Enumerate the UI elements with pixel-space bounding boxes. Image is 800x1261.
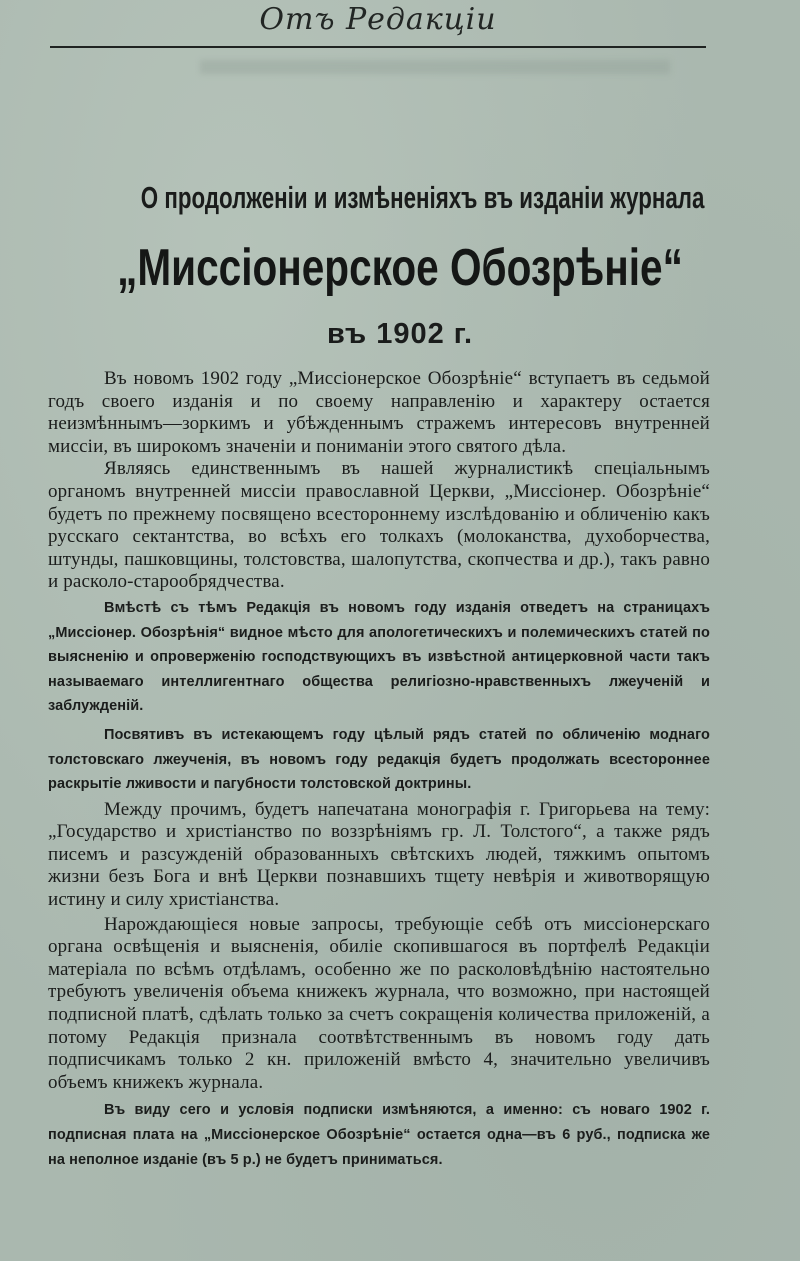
bleed-through-shadow — [200, 60, 670, 74]
paragraph-6: Нарождающіеся новые запросы, требующіе себѣ отъ миссіонерскаго органа освѣщенія и выясненія, обиліе скопившагося въ портфелѣ Редакціи матеріала по всѣмъ отдѣламъ, особенно же по расколовѣдѣнію настоятельно требуютъ увеличенія объема книжекъ журнала, что возможно, при настоящей подписной платѣ, сдѣлать только за счетъ сокращенія количества приложеній, а потому Редакція признала соотвѣтственнымъ въ новомъ году дать подписчикамъ только 2 кн. приложеній вмѣсто 4, значительно увеличивъ объемъ книжекъ журнала. — [48, 913, 710, 1093]
section-header — [50, 0, 706, 48]
paragraph-4: Посвятивъ въ истекающемъ году цѣлый рядъ статей по обличенію моднаго толстовскаго лжеученія, въ новомъ году редакція будетъ продолжать всестороннее раскрытіе лживости и пагубности толстовской доктрины. — [48, 726, 710, 793]
paragraph-5: Между прочимъ, будетъ напечатана монографія г. Григорьева на тему: „Государство и христіанство по воззрѣніямъ гр. Л. Толстого“, а также рядъ писемъ и разсужденій образованныхъ свѣтскихъ людей, тяжкимъ опытомъ жизни безъ Бога и внѣ Церкви познавшихъ тщету невѣрія и животворящую истину и силу христіанства. — [48, 798, 710, 911]
paragraph-1: Въ новомъ 1902 году „Миссіонерское Обозрѣніе“ вступаетъ въ седьмой годъ своего изданія и по своему направленію и характеру остается неизмѣннымъ—зоркимъ и убѣжденнымъ стражемъ интересовъ внутренней миссіи, въ широкомъ значеніи и пониманіи этого святого дѣла. — [48, 368, 710, 457]
paragraph-3: Вмѣстѣ съ тѣмъ Редакція въ новомъ году изданія отведетъ на страницахъ „Миссіонер. Обозрѣнія“ видное мѣсто для апологетическихъ и полемическихъ статей по выясненію и опроверженію господствующихъ въ извѣстной антицерковной части такъ называемаго интеллигентнаго общества религіозно-нравственныхъ лжеученій и заблужденій. — [48, 599, 710, 715]
article-title-year: въ 1902 г. — [326, 318, 474, 350]
paragraph-2: Являясь единственнымъ въ нашей журналистикѣ спеціальнымъ органомъ внутренней миссіи православной Церкви, „Миссіонер. Обозрѣніе“ будетъ по прежнему посвящено всестороннему изслѣдованію и обличенію какъ русскаго сектантства, во всѣхъ его толкахъ (молоканства, духоборчества, штунды, пашковщины, толстовства, шалопутства, скопчества и др.), такъ равно и расколо-старообрядчества. — [48, 458, 710, 593]
paragraph-7: Въ виду сего и условія подписки измѣняются, а именно: съ новаго 1902 г. подписная плата на „Миссіонерское Обозрѣніе“ остается одна—въ 6 руб., подписка же на неполное изданіе (въ 5 р.) не будетъ приниматься. — [48, 1102, 710, 1168]
article-body — [48, 362, 710, 1172]
journal-name-title: „Миссіонерское Обозрѣніе“ — [117, 239, 683, 297]
article-title-line-1: О продолженіи и измѣненіяхъ въ изданіи журнала — [140, 180, 705, 215]
section-title: Отъ Редакціи — [259, 2, 497, 37]
